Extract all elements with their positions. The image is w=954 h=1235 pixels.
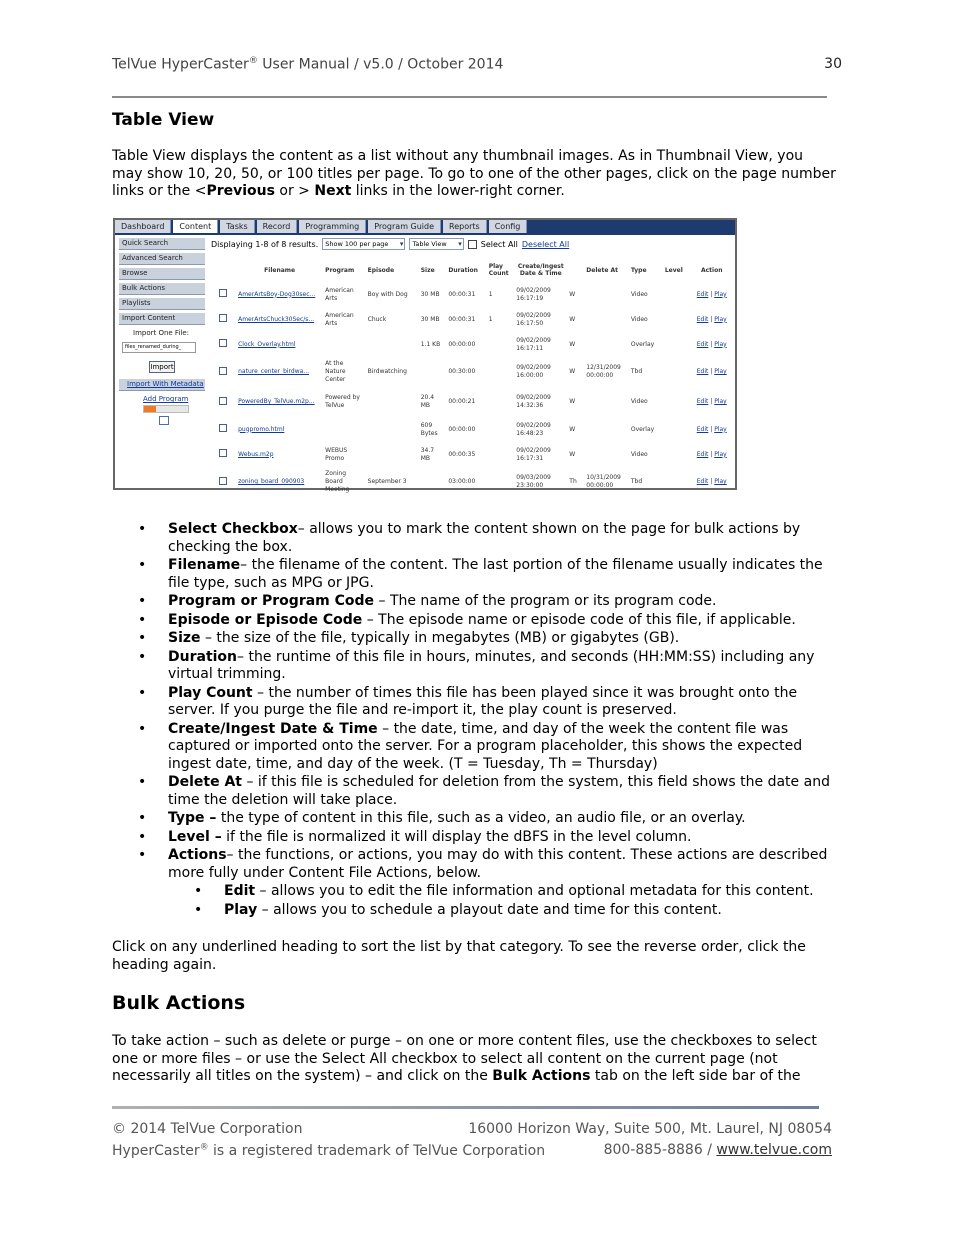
content-table-body	[217, 282, 733, 497]
content-table	[217, 258, 733, 497]
level-cell	[663, 417, 691, 442]
type-cell: Overlay	[630, 425, 655, 433]
select-checkbox[interactable]	[219, 397, 227, 405]
column-header-action: Action	[700, 266, 723, 274]
tab-bar	[115, 220, 735, 235]
table-view-screenshot	[113, 218, 737, 493]
sidebar-item-import-content[interactable]: Import Content	[119, 313, 205, 325]
episode-cell: Birdwatching	[367, 368, 407, 375]
size-cell	[419, 357, 447, 387]
results-toolbar	[211, 238, 569, 250]
duration-cell: 00:00:31	[448, 315, 476, 323]
section-heading-table-view: Table View	[112, 110, 215, 130]
program-cell: WEBUS Promo	[325, 446, 348, 462]
episode-cell: Boy with Dog	[367, 290, 408, 298]
program-cell: American Arts	[325, 311, 354, 327]
sub-list-item: • Edit – allows you to edit the file information and optional metadata for this content.	[194, 883, 843, 901]
type-cell: Tbd	[630, 368, 643, 375]
sidebar-item-import-with-metadata[interactable]: Import With Metadata	[119, 379, 205, 391]
play-count-cell	[487, 442, 515, 467]
delete-at-cell	[584, 282, 629, 307]
duration-cell: 00:00:31	[448, 290, 476, 298]
size-cell: 30 MB	[420, 290, 440, 298]
duration-cell: 00:00:00	[448, 340, 476, 348]
select-checkbox[interactable]	[219, 449, 227, 457]
list-item: • Type – the type of content in this file, such as a video, an audio file, or an overlay.	[138, 810, 843, 828]
action-separator: |	[708, 340, 715, 348]
level-cell	[663, 357, 691, 387]
footer-line-2	[112, 1142, 832, 1159]
duration-cell: 03:00:00	[448, 478, 476, 485]
play-link[interactable]: Play	[714, 450, 727, 458]
day-cell: W	[569, 340, 576, 348]
filename-link[interactable]: zoning_board_090903	[238, 478, 305, 485]
filename-link[interactable]: pugpromo.html	[238, 425, 285, 433]
list-item: • Level – if the file is normalized it will display the dBFS in the level column.	[138, 829, 843, 847]
select-all-label: Select All	[480, 239, 518, 249]
column-header-level[interactable]: Level	[664, 266, 683, 274]
play-link[interactable]: Play	[714, 478, 727, 485]
select-checkbox[interactable]	[219, 289, 227, 297]
play-link[interactable]: Play	[714, 425, 727, 433]
filename-link[interactable]: Clock_Overlay.html	[238, 340, 296, 348]
play-link[interactable]: Play	[714, 290, 727, 298]
create-date-cell: 09/02/2009 14:32:36	[516, 394, 551, 409]
select-all-checkbox[interactable]	[468, 240, 477, 249]
column-header-size[interactable]: Size	[420, 266, 435, 274]
edit-link[interactable]: Edit	[696, 450, 709, 458]
create-date-cell: 09/02/2009 16:17:11	[516, 336, 551, 352]
column-header-delete-at[interactable]: Delete At	[586, 266, 618, 274]
delete-at-cell	[584, 417, 629, 442]
play-link[interactable]: Play	[714, 315, 727, 323]
list-item: • Duration– the runtime of this file in hours, minutes, and seconds (HH:MM:SS) including any virtual trimming.	[138, 649, 843, 684]
delete-at-cell	[584, 387, 629, 417]
duration-cell: 00:00:21	[448, 398, 476, 405]
edit-link[interactable]: Edit	[696, 425, 709, 433]
select-checkbox[interactable]	[219, 477, 227, 485]
tab-reports[interactable]: Reports	[443, 220, 487, 233]
duration-cell: 00:30:00	[448, 368, 476, 375]
import-button[interactable]: Import	[150, 363, 174, 371]
create-date-cell: 09/02/2009 16:17:19	[516, 286, 551, 302]
tab-record[interactable]: Record	[257, 220, 298, 233]
type-cell: Overlay	[630, 340, 655, 348]
table-view-intro: Table View displays the content as a list without any thumbnail images. As in Thumbnail View, you may show 10, 20, 50, or 100 titles per page. To go to one of the other pages, click on the page number links or the <Previous or > Next links in the lower-right corner.	[112, 148, 836, 199]
level-cell	[663, 467, 691, 497]
filename-link[interactable]: Webus.m2p	[238, 450, 274, 458]
day-cell: W	[569, 398, 576, 405]
column-header-create-date[interactable]: Create/Ingest Date & Time	[517, 263, 564, 277]
day-cell: W	[569, 290, 576, 298]
episode-cell	[366, 387, 419, 417]
edit-link[interactable]: Edit	[696, 398, 709, 405]
column-header-duration[interactable]: Duration	[448, 266, 478, 274]
view-select[interactable]: Table View ▾	[409, 238, 463, 250]
edit-link[interactable]: Edit	[696, 290, 709, 298]
action-separator: |	[708, 368, 715, 375]
footer-rule	[112, 1106, 819, 1109]
import-one-file-label: Import One File:	[133, 329, 190, 337]
edit-link[interactable]: Edit	[696, 340, 709, 348]
play-count-cell	[487, 357, 515, 387]
day-cell: W	[569, 450, 576, 458]
table-row	[217, 387, 733, 417]
duration-cell: 00:00:00	[448, 425, 476, 433]
action-separator: |	[708, 398, 715, 405]
play-link[interactable]: Play	[714, 398, 727, 405]
actions-sub-list	[168, 883, 843, 919]
day-cell: Th	[569, 478, 577, 485]
tab-program-guide[interactable]: Program Guide	[368, 220, 441, 233]
edit-link[interactable]: Edit	[696, 315, 709, 323]
play-link[interactable]: Play	[714, 340, 727, 348]
website-link[interactable]: www.telvue.com	[716, 1142, 832, 1158]
delete-at-cell: 12/31/2009 00:00:00	[586, 364, 621, 379]
list-item: • Episode or Episode Code – The episode name or episode code of this file, if applicable.	[138, 612, 843, 630]
column-header-program[interactable]: Program	[325, 266, 355, 274]
section-heading-bulk-actions: Bulk Actions	[112, 992, 246, 1014]
select-checkbox[interactable]	[219, 314, 227, 322]
list-item: • Size – the size of the file, typically in megabytes (MB) or gigabytes (GB).	[138, 630, 843, 648]
list-item: • Filename– the filename of the content. The last portion of the filename usually indicates the file type, such as MPG or JPG.	[138, 557, 843, 592]
select-checkbox[interactable]	[219, 339, 227, 347]
play-count-cell: 1	[488, 315, 493, 323]
results-count: Displaying 1-8 of 8 results.	[211, 239, 319, 249]
tab-config[interactable]: Config	[489, 220, 528, 233]
table-row	[217, 332, 733, 357]
footer-copyright: © 2014 TelVue Corporation	[112, 1121, 303, 1137]
footer-contact: 800-885-8886 / www.telvue.com	[603, 1142, 832, 1158]
monitor-icon[interactable]	[159, 416, 169, 425]
episode-cell: Chuck	[367, 315, 387, 323]
select-checkbox[interactable]	[219, 424, 227, 432]
play-count-cell: 1	[488, 290, 493, 298]
footer-address: 16000 Horizon Way, Suite 500, Mt. Laurel, NJ 08054	[468, 1121, 832, 1137]
bulk-actions-text: To take action – such as delete or purge – on one or more content files, use the checkboxes to select one or more files – or use the Select All checkbox to select all content on the current page (not necessarily all titles on the system) – and click on the Bulk Actions tab on the left side bar of the	[112, 1033, 817, 1084]
create-date-cell: 09/03/2009 23:30:00	[516, 474, 551, 489]
list-item: • Create/Ingest Date & Time – the date, time, and day of the week the content file was captured or imported onto the server. For a program placeholder, this shows the expected ingest date, time, and day of the week. (T = Tuesday, Th = Thursday)	[138, 721, 843, 774]
play-count-cell	[487, 387, 515, 417]
page-number: 30	[824, 56, 842, 72]
program-cell	[323, 332, 365, 357]
play-count-cell	[487, 332, 515, 357]
action-separator: |	[708, 290, 715, 298]
episode-cell: September 3	[367, 478, 407, 485]
header-reg: ®	[248, 56, 258, 66]
size-cell: 609 Bytes	[420, 421, 438, 437]
sidebar-item-advanced-search[interactable]: Advanced Search	[119, 253, 205, 265]
column-header-episode[interactable]: Episode	[367, 266, 395, 274]
episode-cell	[366, 417, 419, 442]
type-cell: Video	[630, 290, 648, 298]
column-description-list	[138, 521, 843, 920]
delete-at-cell	[584, 307, 629, 332]
deselect-all-link[interactable]: Deselect All	[521, 239, 570, 249]
type-cell: Video	[630, 398, 648, 405]
filename-link[interactable]: AmerArtsBoy-Dog30sec...	[238, 290, 316, 298]
type-cell: Tbd	[630, 478, 643, 485]
day-cell: W	[569, 315, 576, 323]
tab-content[interactable]: Content	[173, 220, 218, 233]
program-cell: American Arts	[325, 286, 354, 302]
list-item: • Select Checkbox– allows you to mark the content shown on the page for bulk actions by checking the box.	[138, 521, 843, 556]
footer-line-1	[112, 1121, 832, 1137]
table-row	[217, 282, 733, 307]
footer-trademark: HyperCaster® is a registered trademark of TelVue Corporation	[112, 1142, 546, 1159]
sub-list-item: • Play – allows you to schedule a playout date and time for this content.	[194, 902, 843, 920]
edit-link[interactable]: Edit	[696, 478, 709, 485]
episode-cell	[366, 442, 419, 467]
filename-link[interactable]: PoweredBy_TelVue.m2p...	[238, 398, 315, 405]
level-cell	[663, 307, 691, 332]
play-link[interactable]: Play	[714, 368, 727, 375]
select-checkbox[interactable]	[219, 367, 227, 375]
action-separator: |	[708, 315, 715, 323]
header-product: TelVue HyperCaster	[112, 56, 249, 73]
table-row	[217, 357, 733, 387]
day-cell: W	[569, 368, 576, 375]
sort-note: Click on any underlined heading to sort the list by that category. To see the reverse order, click the heading again.	[112, 939, 806, 973]
list-item: • Delete At – if this file is scheduled for deletion from the system, this field shows the date and time the deletion will take place.	[138, 774, 843, 809]
sidebar-item-bulk-actions[interactable]: Bulk Actions	[119, 283, 205, 295]
level-cell	[663, 387, 691, 417]
create-date-cell: 09/02/2009 16:17:50	[516, 311, 551, 327]
edit-link[interactable]: Edit	[696, 368, 709, 375]
column-header-play-count[interactable]: Play Count	[488, 263, 509, 277]
tab-tasks[interactable]: Tasks	[220, 220, 254, 233]
sidebar-item-browse[interactable]: Browse	[119, 268, 205, 280]
size-cell: 34.7 MB	[420, 446, 435, 462]
size-cell: 1.1 KB	[420, 340, 441, 348]
program-cell: Powered by TelVue	[325, 394, 360, 409]
tab-dashboard[interactable]: Dashboard	[115, 220, 171, 233]
play-count-cell	[487, 417, 515, 442]
table-row	[217, 442, 733, 467]
size-cell: 20.4 MB	[420, 394, 435, 409]
program-cell: At the Nature Center	[325, 360, 346, 383]
delete-at-cell	[584, 332, 629, 357]
column-header-type[interactable]: Type	[630, 266, 647, 274]
level-cell	[663, 442, 691, 467]
add-program-link[interactable]: Add Program	[143, 395, 189, 403]
table-row	[217, 417, 733, 442]
column-header-filename[interactable]: Filename	[264, 266, 296, 274]
action-separator: |	[708, 478, 715, 485]
per-page-select[interactable]: Show 100 per page ▾	[322, 238, 405, 250]
create-date-cell: 09/02/2009 16:17:31	[516, 446, 551, 462]
size-cell: 30 MB	[420, 315, 440, 323]
level-cell	[663, 282, 691, 307]
type-cell: Video	[630, 315, 648, 323]
program-cell	[323, 417, 365, 442]
action-separator: |	[708, 450, 715, 458]
progress-bar	[143, 405, 189, 413]
delete-at-cell: 10/31/2009 00:00:00	[586, 474, 621, 489]
header-rule	[112, 96, 827, 98]
sidebar-item-playlists[interactable]: Playlists	[119, 298, 205, 310]
content-sidebar	[119, 238, 205, 425]
size-cell	[419, 467, 447, 497]
sidebar-item-quick-search[interactable]: Quick Search	[119, 238, 205, 250]
program-cell: Zoning Board Meeting	[325, 470, 350, 493]
table-row	[217, 467, 733, 497]
action-separator: |	[708, 425, 715, 433]
table-row	[217, 307, 733, 332]
list-item: • Actions– the functions, or actions, you may do with this content. These actions are described more fully under Content File Actions, below. • Edit – allows you to edit the file information and optional metadata for this content. • Play – allows you to schedule a playout date and time for this content.	[138, 847, 843, 919]
create-date-cell: 09/02/2009 16:48:23	[516, 421, 551, 437]
episode-cell	[366, 332, 419, 357]
level-cell	[663, 332, 691, 357]
file-select[interactable]: files_renamed_during_	[122, 342, 196, 353]
list-item: • Play Count – the number of times this file has been played since it was brought onto the server. If you purge the file and re-import it, the play count is preserved.	[138, 685, 843, 720]
play-count-cell	[487, 467, 515, 497]
tab-programming[interactable]: Programming	[299, 220, 366, 233]
list-item: • Program or Program Code – The name of the program or its program code.	[138, 593, 843, 611]
type-cell: Video	[630, 450, 648, 458]
filename-link[interactable]: AmerArtsChuck30Sec/s...	[238, 315, 315, 323]
page-header	[112, 56, 842, 73]
header-title: User Manual / v5.0 / October 2014	[257, 56, 504, 73]
create-date-cell: 09/02/2009 16:00:00	[516, 364, 551, 379]
filename-link[interactable]: nature_center_birdwa...	[238, 368, 310, 375]
duration-cell: 00:00:35	[448, 450, 476, 458]
delete-at-cell	[584, 442, 629, 467]
day-cell: W	[569, 425, 576, 433]
